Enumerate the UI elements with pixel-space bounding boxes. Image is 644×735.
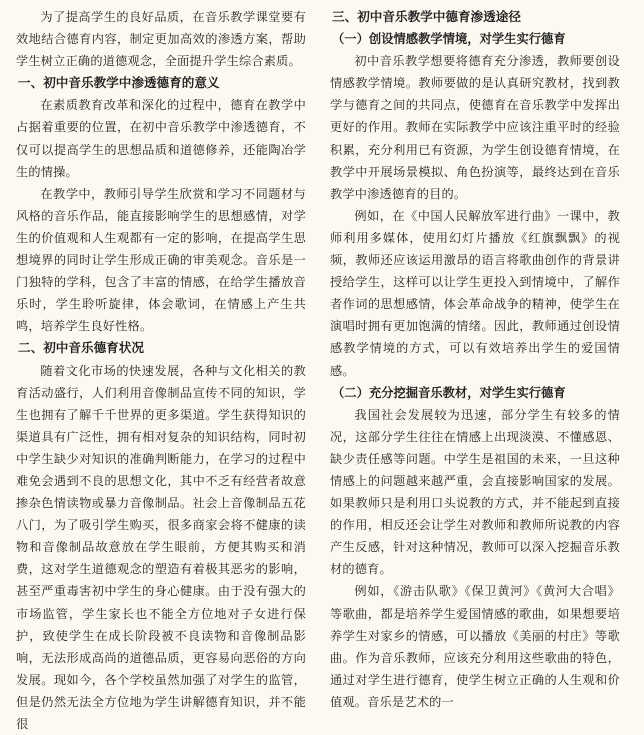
subsection1-paragraph-1: 初中音乐教学想要将德育充分渗透，教师要创设情感教学情境。教师要做的是认真研究教材，找到教学与德育之间的共同点，使德育在音乐教学中发挥出更好的作用。教师在实际教学中应该注重平时的经验积累，充分利用已有资源，为学生创设德育情境，在教学中开展场景模拟、角色扮演等，最终达到在音乐教学中渗透德育的目的。 (330, 50, 620, 205)
section1-paragraph-2: 在教学中，教师引导学生欣赏和学习不同题材与风格的音乐作品，能直接影响学生的思想感情，对学生的价值观和人生观都有一定的影响，在提高学生思想境界的同时让学生形成正确的审美观念。音乐是一门独特的学科，包含了丰富的情感，在给学生播放音乐时，学生聆听旋律，体会歌词，在情感上产生共鸣，培养学生良好性格。 (16, 183, 306, 338)
subsection1-paragraph-2: 例如，在《中国人民解放军进行曲》一课中，教师利用多媒体，使用幻灯片播放《红旗飘飘》的视频，教师还应该运用激昂的语言将歌曲创作的背景讲授给学生，这样可以让学生更投入到情境中，了解作者作词的思想感情，体会革命战争的精神，使学生在演唱时拥有更加饱满的情绪。因此，教师通过创设情感教学情境的方式，可以有效培养出学生的爱国情感。 (330, 205, 620, 382)
section-heading-3: 三、初中音乐教学中德育渗透途径 (330, 6, 620, 28)
section-heading-1: 一、初中音乐教学中渗透德育的意义 (16, 72, 306, 94)
intro-paragraph: 为了提高学生的良好品质，在音乐教学课堂要有效地结合德育内容，制定更加高效的渗透方案，帮助学生树立正确的道德观念，全面提升学生综合素质。 (16, 6, 306, 72)
subsection2-paragraph-2: 例如，《游击队歌》《保卫黄河》《黄河大合唱》等歌曲，都是培养学生爱国情感的歌曲，如果想要培养学生对家乡的情感，可以播放《美丽的村庄》等歌曲。作为音乐教师，应该充分利用这些歌曲的特色，通过对学生进行德育，使学生树立正确的人生观和价值观。音乐是艺术的一 (330, 580, 620, 713)
subsection-heading-2: （二）充分挖掘音乐教材，对学生实行德育 (330, 382, 620, 404)
subsection2-paragraph-1: 我国社会发展较为迅速，部分学生有较多的情况，这部分学生往往在情感上出现淡漠、不懂感恩、缺少责任感等问题。中学生是祖国的未来，一旦这种情感上的问题越来越严重，会直接影响国家的发展。如果教师只是利用口头说教的方式，并不能起到直接的作用，相反还会让学生对教师和教师所说教的内容产生反感，针对这种情况，教师可以深入挖掘音乐教材的德育。 (330, 404, 620, 581)
right-column (330, 6, 620, 559)
section2-paragraph-1: 随着文化市场的快速发展，各种与文化相关的教育活动盛行，人们利用音像制品宣传不同的知识，学生也拥有了解千千世界的更多渠道。学生获得知识的渠道具有广泛性，拥有相对复杂的知识结构，同时初中学生缺少对知识的准确判断能力，在学习的过程中难免会遇到不良的思想文化，其中不乏有经营者故意掺杂色情读物或暴力音像制品。社会上音像制品五花八门，为了吸引学生购买，很多商家会将不健康的读物和音像制品故意放在学生眼前，方便其购买和消费，这对学生道德观念的塑造有着极其恶劣的影响，甚至严重毒害初中学生的身心健康。由于没有强大的市场监管，学生家长也不能全方位地对子女进行保护，致使学生在成长阶段被不良读物和音像制品影响，无法形成高尚的道德品质，更容易向恶俗的方向发展。现如今，各个学校虽然加强了对学生的监管，但是仍然无法全方位地为学生讲解德育知识，并不能很 (16, 360, 306, 735)
section1-paragraph-1: 在素质教育改革和深化的过程中，德育在教学中占据着重要的位置，在初中音乐教学中渗透德育，不仅可以提高学生的思想品质和道德修养，还能陶冶学生的情操。 (16, 94, 306, 182)
section-heading-2: 二、初中音乐德育状况 (16, 337, 306, 359)
left-column (16, 6, 306, 559)
subsection-heading-1: （一）创设情感教学情境，对学生实行德育 (330, 28, 620, 50)
